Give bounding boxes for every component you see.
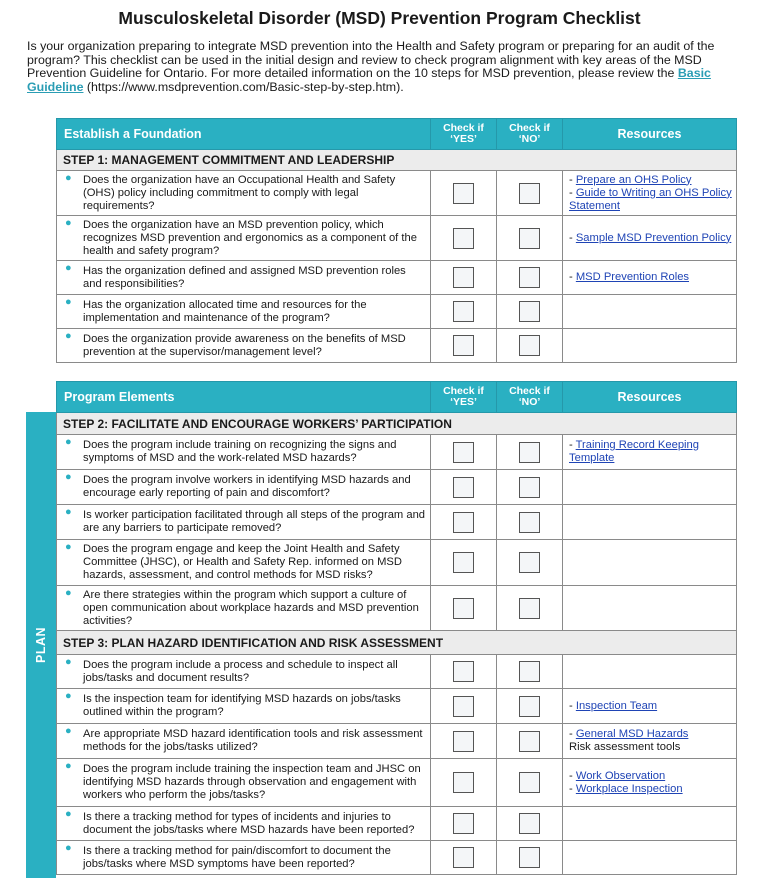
foundation-table xyxy=(56,118,737,363)
bullet-dot-icon: ● xyxy=(65,262,72,274)
resource-link[interactable]: Inspection Team xyxy=(575,699,658,712)
yes-checkbox[interactable] xyxy=(453,847,474,868)
question-row xyxy=(57,724,737,759)
table-header-row xyxy=(57,119,737,150)
question-cell: ● Is there a tracking method for pain/discomfort to document the jobs/tasks where MSD symptoms have been reported? xyxy=(57,841,431,875)
resources-cell: - Sample MSD Prevention Policy xyxy=(563,216,737,261)
resources-cell xyxy=(563,329,737,363)
no-checkbox[interactable] xyxy=(519,442,540,463)
no-checkbox[interactable] xyxy=(519,661,540,682)
bullet-dot-icon: ● xyxy=(65,842,72,854)
resource-plain-text: Risk assessment tools xyxy=(569,741,681,753)
no-checkbox[interactable] xyxy=(519,847,540,868)
question-row xyxy=(57,586,737,631)
step1-title: STEP 1: MANAGEMENT COMMITMENT AND LEADERSHIP xyxy=(57,150,737,171)
no-checkbox[interactable] xyxy=(519,696,540,717)
no-checkbox[interactable] xyxy=(519,512,540,533)
question-cell: ● Are appropriate MSD hazard identification tools and risk assessment methods for the jobs/tasks utilized? xyxy=(57,724,431,759)
question-row xyxy=(57,261,737,295)
question-row xyxy=(57,655,737,689)
resources-cell xyxy=(563,295,737,329)
question-row xyxy=(57,759,737,807)
question-row xyxy=(57,470,737,505)
yes-checkbox[interactable] xyxy=(453,696,474,717)
yes-checkbox[interactable] xyxy=(453,731,474,752)
page-title: Musculoskeletal Disorder (MSD) Prevention Program Checklist xyxy=(118,8,641,28)
no-checkbox[interactable] xyxy=(519,183,540,204)
resources-cell: - Inspection Team xyxy=(563,689,737,724)
bullet-dot-icon: ● xyxy=(65,690,72,702)
no-checkbox[interactable] xyxy=(519,477,540,498)
resources-cell xyxy=(563,505,737,540)
question-cell: ● Is worker participation facilitated through all steps of the program and are any barriers to participate removed? xyxy=(57,505,431,540)
resources-cell xyxy=(563,655,737,689)
intro-text: Is your organization preparing to integrate MSD prevention into the Health and Safety program or preparing for an audit of the program? This checklist can be used in the initial design and review to check program alignment with key areas of the MSD Prevention Guideline for Ontario. For more detailed information on the 10 steps for MSD prevention, please review the xyxy=(27,39,715,81)
yes-checkbox[interactable] xyxy=(453,442,474,463)
bullet-dot-icon: ● xyxy=(65,330,72,342)
resource-link[interactable]: Sample MSD Prevention Policy xyxy=(575,231,732,244)
resource-link[interactable]: Guide to Writing an OHS Policy Statement xyxy=(569,186,732,212)
no-checkbox[interactable] xyxy=(519,552,540,573)
step3-title: STEP 3: PLAN HAZARD IDENTIFICATION AND RISK ASSESSMENT xyxy=(57,631,737,655)
yes-checkbox[interactable] xyxy=(453,335,474,356)
table-header-row xyxy=(57,382,737,413)
program-elements-table xyxy=(56,381,737,875)
step-header-row xyxy=(57,631,737,655)
yes-column-header: Check if ‘YES’ xyxy=(431,119,497,150)
question-cell: ● Is the inspection team for identifying MSD hazards on jobs/tasks outlined within the program? xyxy=(57,689,431,724)
question-row xyxy=(57,216,737,261)
yes-checkbox[interactable] xyxy=(453,813,474,834)
question-cell: ● Does the organization have an Occupational Health and Safety (OHS) policy including commitment to comply with legal requirements? xyxy=(57,171,431,216)
question-row xyxy=(57,329,737,363)
question-row xyxy=(57,505,737,540)
resource-link[interactable]: General MSD Hazards xyxy=(575,728,689,740)
resources-cell: - General MSD Hazards Risk assessment tools xyxy=(563,724,737,759)
resources-cell: - Training Record Keeping Template xyxy=(563,435,737,470)
question-row xyxy=(57,435,737,470)
step2-title: STEP 2: FACILITATE AND ENCOURAGE WORKERS’ PARTICIPATION xyxy=(57,413,737,435)
no-column-header: Check if ‘NO’ xyxy=(497,382,563,413)
question-row xyxy=(57,841,737,875)
plan-side-label: PLAN xyxy=(34,626,48,664)
question-row xyxy=(57,807,737,841)
bullet-dot-icon: ● xyxy=(65,725,72,737)
question-cell: ● Has the organization allocated time and resources for the implementation and maintenance of the program? xyxy=(57,295,431,329)
yes-checkbox[interactable] xyxy=(453,477,474,498)
question-cell: ● Has the organization defined and assigned MSD prevention roles and responsibilities? xyxy=(57,261,431,295)
yes-checkbox[interactable] xyxy=(453,301,474,322)
no-checkbox[interactable] xyxy=(519,598,540,619)
yes-column-header: Check if ‘YES’ xyxy=(431,382,497,413)
question-cell: ● Does the program include training on recognizing the signs and symptoms of MSD and the work-related MSD hazards? xyxy=(57,435,431,470)
section-title: Establish a Foundation xyxy=(57,119,431,150)
yes-checkbox[interactable] xyxy=(453,183,474,204)
bullet-dot-icon: ● xyxy=(65,471,72,483)
no-checkbox[interactable] xyxy=(519,772,540,793)
no-checkbox[interactable] xyxy=(519,228,540,249)
bullet-dot-icon: ● xyxy=(65,760,72,772)
bullet-dot-icon: ● xyxy=(65,656,72,668)
yes-checkbox[interactable] xyxy=(453,267,474,288)
bullet-dot-icon: ● xyxy=(65,296,72,308)
intro-paragraph xyxy=(27,40,727,94)
resources-column-header: Resources xyxy=(563,382,737,413)
resources-cell xyxy=(563,540,737,586)
resources-cell xyxy=(563,807,737,841)
question-row xyxy=(57,540,737,586)
yes-checkbox[interactable] xyxy=(453,512,474,533)
question-cell: ● Does the program engage and keep the Joint Health and Safety Committee (JHSC), or Health and Safety Rep. informed on MSD hazards, assessment, and control methods for MSD risks? xyxy=(57,540,431,586)
bullet-dot-icon: ● xyxy=(65,217,72,229)
no-column-header: Check if ‘NO’ xyxy=(497,119,563,150)
resource-link[interactable]: Work Observation xyxy=(575,769,666,782)
step-header-row xyxy=(57,150,737,171)
resources-cell xyxy=(563,586,737,631)
step-header-row xyxy=(57,413,737,435)
bullet-dot-icon: ● xyxy=(65,587,72,599)
question-row xyxy=(57,689,737,724)
yes-checkbox[interactable] xyxy=(453,228,474,249)
question-cell: ● Is there a tracking method for types of incidents and injuries to document the jobs/tasks where MSD hazards have been reported? xyxy=(57,807,431,841)
question-cell: ● Does the program involve workers in identifying MSD hazards and encourage early reporting of pain and discomfort? xyxy=(57,470,431,505)
resources-cell: - Work Observation - Workplace Inspection xyxy=(563,759,737,807)
question-cell: ● Are there strategies within the program which support a culture of open communication about workplace hazards and MSD prevention activities? xyxy=(57,586,431,631)
resources-cell xyxy=(563,470,737,505)
bullet-dot-icon: ● xyxy=(65,541,72,553)
no-checkbox[interactable] xyxy=(519,267,540,288)
basic-guideline-link[interactable]: Basic Guideline xyxy=(27,66,711,94)
question-row xyxy=(57,171,737,216)
resources-column-header: Resources xyxy=(563,119,737,150)
question-cell: ● Does the organization provide awareness on the benefits of MSD prevention at the supervisor/management level? xyxy=(57,329,431,363)
question-row xyxy=(57,295,737,329)
resource-link[interactable]: Workplace Inspection xyxy=(575,782,683,795)
section-title: Program Elements xyxy=(57,382,431,413)
no-checkbox[interactable] xyxy=(519,335,540,356)
question-cell: ● Does the program include a process and schedule to inspect all jobs/tasks and document results? xyxy=(57,655,431,689)
no-checkbox[interactable] xyxy=(519,813,540,834)
resources-cell xyxy=(563,841,737,875)
resources-cell: - Prepare an OHS Policy - Guide to Writing an OHS Policy Statement xyxy=(563,171,737,216)
intro-url-text: (https://www.msdprevention.com/Basic-step-by-step.htm). xyxy=(83,79,404,94)
resources-cell: - MSD Prevention Roles xyxy=(563,261,737,295)
bullet-dot-icon: ● xyxy=(65,808,72,820)
bullet-dot-icon: ● xyxy=(65,436,72,448)
yes-checkbox[interactable] xyxy=(453,552,474,573)
bullet-dot-icon: ● xyxy=(65,506,72,518)
bullet-dot-icon: ● xyxy=(65,172,72,184)
question-cell: ● Does the program include training the inspection team and JHSC on identifying MSD hazards through observation and engagement with workers who perform the jobs/tasks? xyxy=(57,759,431,807)
yes-checkbox[interactable] xyxy=(453,598,474,619)
yes-checkbox[interactable] xyxy=(453,772,474,793)
no-checkbox[interactable] xyxy=(519,731,540,752)
resource-link[interactable]: Training Record Keeping Template xyxy=(569,439,699,464)
resource-link[interactable]: MSD Prevention Roles xyxy=(575,271,690,283)
yes-checkbox[interactable] xyxy=(453,661,474,682)
question-cell: ● Does the organization have an MSD prevention policy, which recognizes MSD prevention and ergonomics as a component of the health and safety program? xyxy=(57,216,431,261)
no-checkbox[interactable] xyxy=(519,301,540,322)
resource-link[interactable]: Prepare an OHS Policy xyxy=(575,173,692,186)
